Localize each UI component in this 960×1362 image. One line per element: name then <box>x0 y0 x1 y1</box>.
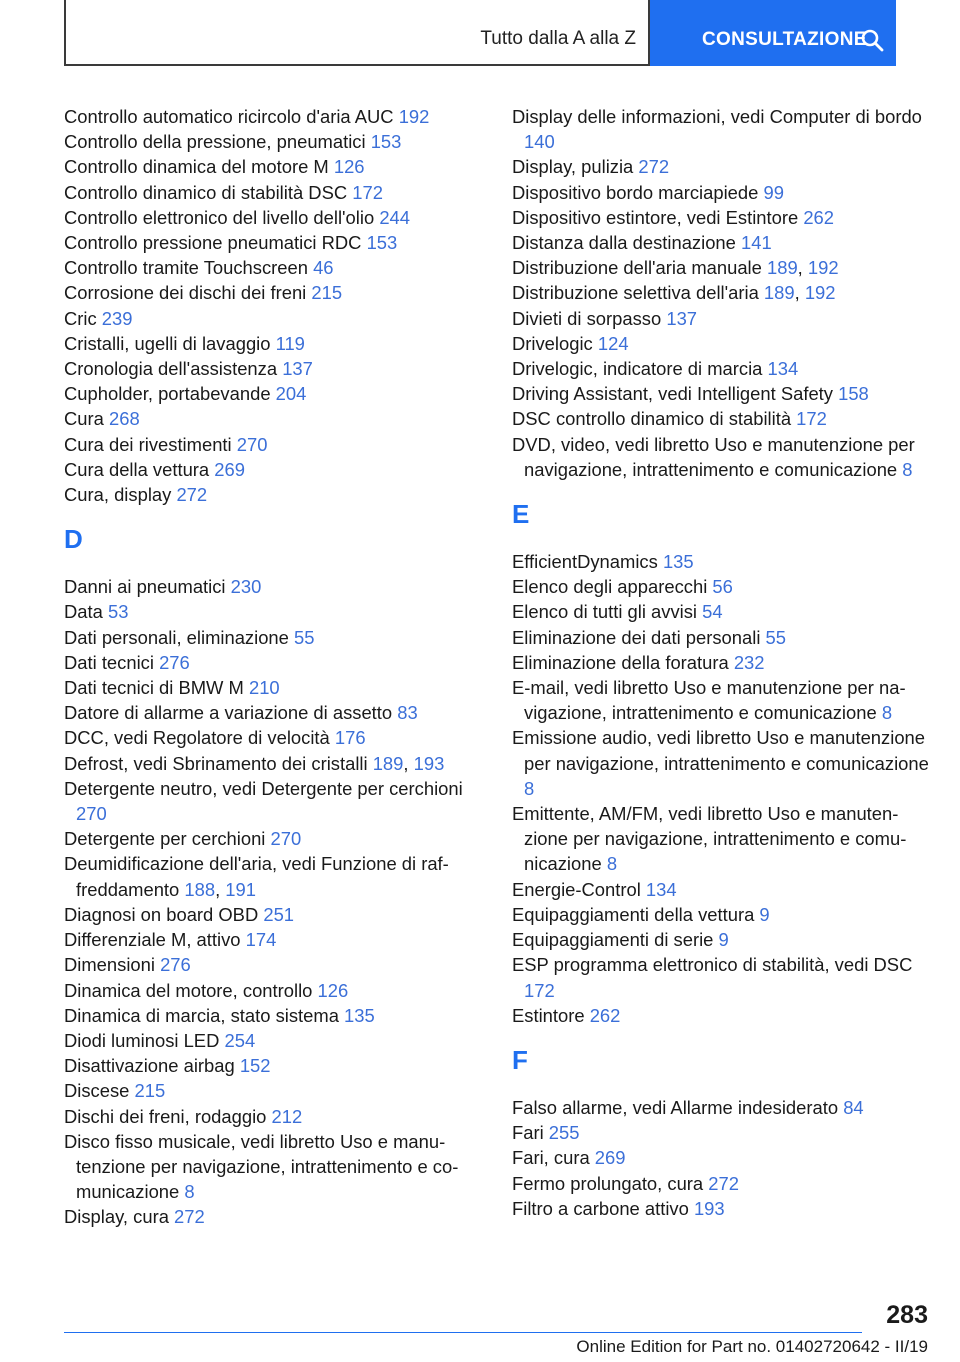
page-ref-link[interactable]: 244 <box>379 206 410 228</box>
index-entry-text: Cronologia dell'assistenza <box>64 358 283 380</box>
index-entry <box>64 826 494 851</box>
index-entry-text: Dati tecnici di BMW M <box>64 677 249 699</box>
index-entry <box>64 625 494 650</box>
index-entry <box>512 1145 932 1170</box>
index-entry <box>64 1104 494 1129</box>
index-entry-text: Cura della vettura <box>64 458 215 480</box>
index-entry-text: Filtro a carbone attivo <box>512 1197 694 1219</box>
index-entry <box>512 574 932 599</box>
page-ref-separator: , <box>215 878 226 900</box>
index-entry <box>512 927 932 952</box>
page-ref-link[interactable]: 276 <box>159 651 190 673</box>
page-ref-link[interactable]: 189 <box>372 752 404 774</box>
page-ref-link[interactable]: 272 <box>708 1172 739 1194</box>
index-entry-text: E-mail, vedi libretto Uso e manutenzione per navigazione, intrattenimento e comunicazione <box>512 677 906 724</box>
index-entry <box>64 751 494 776</box>
index-entry-text: DCC, vedi Regolatore di velocità <box>64 727 335 749</box>
page-ref-link[interactable]: 276 <box>160 954 191 976</box>
edition-note: Online Edition for Part no. 01402720642 - II/19 <box>576 1337 928 1356</box>
page-ref-link[interactable]: 251 <box>263 903 295 925</box>
index-entry-text: Cric <box>64 307 102 329</box>
index-entry <box>512 902 932 927</box>
index-entry-text: Display, cura <box>64 1206 175 1228</box>
page-ref-link[interactable]: 204 <box>275 383 307 405</box>
index-entry-text: Falso allarme, vedi Allarme indesiderato <box>512 1096 844 1118</box>
index-entry-text: Fari, cura <box>512 1147 595 1169</box>
index-entry-text: Cura <box>64 408 109 430</box>
index-entry <box>512 1171 932 1196</box>
index-entry-text: Drivelogic, indicatore di marcia <box>512 358 768 380</box>
page-ref-link[interactable]: 270 <box>76 803 107 825</box>
page-ref-link[interactable]: 135 <box>344 1004 375 1026</box>
index-entry <box>64 1028 494 1053</box>
index-entry <box>64 1053 494 1078</box>
page-ref-link[interactable]: 137 <box>282 358 313 380</box>
footer-divider <box>64 1332 862 1333</box>
index-entry <box>512 205 932 230</box>
index-entry-text: Energie-Control <box>512 878 646 900</box>
index-entry-text: Drivelogic <box>512 332 598 354</box>
index-entry-text: Controllo della pressione, pneumatici <box>64 131 371 153</box>
page-number: 283 <box>886 1301 928 1329</box>
page-ref-link[interactable]: 172 <box>352 181 383 203</box>
index-entry <box>512 1196 932 1221</box>
page-ref-separator: , <box>794 282 805 304</box>
index-entry <box>64 776 494 826</box>
page-ref-link[interactable]: 193 <box>693 1197 725 1219</box>
page-ref-link[interactable]: 176 <box>334 727 366 749</box>
index-entry <box>64 129 494 154</box>
index-entry-text: Dispositivo estintore, vedi Estintore <box>512 206 804 228</box>
index-entry <box>512 549 932 574</box>
index-entry <box>64 180 494 205</box>
index-entry-text: Controllo automatico ricircolo d'aria AUC <box>64 106 399 127</box>
page-ref-link[interactable]: 192 <box>807 257 839 279</box>
page-ref-link[interactable]: 269 <box>214 458 245 480</box>
page-ref-link[interactable]: 8 <box>606 853 618 875</box>
index-entry-text: Diagnosi on board OBD <box>64 903 264 925</box>
index-entry <box>512 280 932 305</box>
index-entry-text: Elenco degli apparecchi <box>512 576 713 598</box>
index-entry-text: Datore di allarme a variazione di assetto <box>64 702 398 724</box>
index-entry <box>64 1204 494 1229</box>
index-entry-text: Emissione audio, vedi libretto Uso e manutenzione per navigazione, intrattenimento e comunicazione <box>512 727 929 774</box>
index-entry <box>64 650 494 675</box>
index-entry <box>512 1095 932 1120</box>
index-entry <box>512 306 932 331</box>
page-ref-link[interactable]: 215 <box>311 282 343 304</box>
page-ref-link[interactable]: 210 <box>248 677 280 699</box>
index-entry <box>64 205 494 230</box>
page-ref-link[interactable]: 140 <box>524 131 555 153</box>
index-entry <box>64 978 494 1003</box>
index-entry-text: Emittente, AM/FM, vedi libretto Uso e manutenzione per navigazione, intrattenimento e comunicazione <box>512 803 907 875</box>
section-tab-consultazione[interactable] <box>650 0 896 66</box>
index-entry <box>512 331 932 356</box>
page-ref-link[interactable]: 84 <box>843 1096 864 1118</box>
index-entry <box>64 255 494 280</box>
index-entry-text: Danni ai pneumatici <box>64 576 231 598</box>
index-entry-text: Cristalli, ugelli di lavaggio <box>64 332 276 354</box>
page-ref-link[interactable]: 239 <box>101 307 133 329</box>
index-entry-text: Data <box>64 601 108 623</box>
breadcrumb: Tutto dalla A alla Z <box>480 28 636 49</box>
index-entry <box>64 381 494 406</box>
index-entry-text: Elenco di tutti gli avvisi <box>512 601 703 623</box>
index-entry <box>512 1003 932 1028</box>
index-entry-text: Distanza dalla destinazione <box>512 232 742 254</box>
index-entry-text: Controllo elettronico del livello dell'olio <box>64 206 380 228</box>
index-entry-text: Dischi dei freni, rodaggio <box>64 1105 272 1127</box>
index-entry-text: Dimensioni <box>64 954 161 976</box>
index-entry <box>512 356 932 381</box>
index-entry <box>64 851 494 901</box>
index-entry <box>64 1003 494 1028</box>
index-entry <box>512 230 932 255</box>
page-ref-link[interactable]: 8 <box>881 702 893 724</box>
index-entry <box>64 1129 494 1205</box>
page-header <box>64 0 896 66</box>
page-ref-link[interactable]: 272 <box>176 484 208 506</box>
index-entry <box>64 927 494 952</box>
index-entry-text: Defrost, vedi Sbrinamento dei cristalli <box>64 752 373 774</box>
page-ref-link[interactable]: 270 <box>270 828 302 850</box>
page-ref-link[interactable]: 189 <box>766 257 798 279</box>
index-entry-text: Disco fisso musicale, vedi libretto Uso e manutenzione per navigazione, intrattenimento e comunicazione <box>64 1130 459 1203</box>
page-ref-separator: , <box>797 257 808 279</box>
index-entry-text: Eliminazione dei dati personali <box>512 626 766 648</box>
index-entry-text: Detergente neutro, vedi Detergente per cerchioni <box>64 777 463 799</box>
page-ref-link[interactable]: 254 <box>224 1029 256 1051</box>
page-ref-link[interactable]: 188 <box>184 878 216 900</box>
index-entry-text: Discese <box>64 1080 135 1102</box>
page-ref-link[interactable]: 135 <box>662 551 694 573</box>
section-label: CONSULTAZIONE <box>702 29 867 50</box>
page-ref-link[interactable]: 270 <box>236 433 268 455</box>
index-entry <box>64 356 494 381</box>
page-ref-link[interactable]: 193 <box>413 752 445 774</box>
page-ref-link[interactable]: 124 <box>597 332 629 354</box>
index-entry <box>64 331 494 356</box>
page-ref-link[interactable]: 272 <box>174 1206 205 1228</box>
page-ref-link[interactable]: 192 <box>804 282 836 304</box>
page-ref-link[interactable]: 189 <box>763 282 795 304</box>
page-ref-link[interactable]: 55 <box>294 626 315 648</box>
index-entry-text: Disattivazione airbag <box>64 1055 240 1077</box>
index-entry-text: Dati tecnici <box>64 651 160 673</box>
index-entry-text: EfficientDynamics <box>512 551 663 573</box>
page-ref-link[interactable]: 53 <box>107 601 129 623</box>
index-column-right <box>512 104 932 1221</box>
page-ref-link[interactable]: 191 <box>225 878 256 900</box>
page-ref-link[interactable]: 8 <box>902 458 913 480</box>
index-entry <box>512 381 932 406</box>
index-entry-text: Diodi luminosi LED <box>64 1029 225 1051</box>
index-entry-text: Equipaggiamenti della vettura <box>512 903 760 925</box>
index-entry-text: Distribuzione dell'aria manuale <box>512 257 767 279</box>
index-entry <box>64 457 494 482</box>
index-entry <box>64 1078 494 1103</box>
index-entry <box>512 952 932 1002</box>
index-entry-text: Cupholder, portabevande <box>64 383 276 405</box>
index-entry-text: Differenziale M, attivo <box>64 929 246 951</box>
page-ref-link[interactable]: 232 <box>733 651 765 673</box>
index-entry-text: Deumidificazione dell'aria, vedi Funzione di raffreddamento <box>64 853 449 900</box>
index-entry-text: Controllo tramite Touchscreen <box>64 257 314 279</box>
page-ref-link[interactable]: 262 <box>803 206 835 228</box>
search-icon <box>860 28 884 52</box>
index-entry-text: Divieti di sorpasso <box>512 307 667 329</box>
index-entry <box>64 432 494 457</box>
index-entry <box>512 406 932 431</box>
index-entry <box>512 180 932 205</box>
index-entry <box>512 1120 932 1145</box>
page-ref-link[interactable]: 153 <box>370 131 402 153</box>
index-entry-text: Dinamica del motore, controllo <box>64 979 318 1001</box>
index-entry-text: Cura dei rivestimenti <box>64 433 237 455</box>
page-ref-link[interactable]: 153 <box>366 232 398 254</box>
page-ref-link[interactable]: 119 <box>275 332 305 354</box>
page-ref-link[interactable]: 9 <box>718 929 729 951</box>
index-entry <box>64 952 494 977</box>
index-entry <box>512 725 932 801</box>
page-ref-link[interactable]: 134 <box>645 878 677 900</box>
index-entry <box>64 902 494 927</box>
index-entry-text: Controllo pressione pneumatici RDC <box>64 232 367 254</box>
page-ref-link[interactable]: 262 <box>589 1004 621 1026</box>
index-entry <box>512 104 932 154</box>
page-ref-link[interactable]: 46 <box>313 257 334 279</box>
index-entry <box>512 625 932 650</box>
index-entry-text: Fermo prolungato, cura <box>512 1172 709 1194</box>
page-ref-link[interactable]: 8 <box>524 777 535 799</box>
index-entry <box>512 877 932 902</box>
index-entry <box>64 675 494 700</box>
index-entry <box>512 675 932 725</box>
page-ref-link[interactable]: 230 <box>230 576 262 598</box>
page-ref-link[interactable]: 9 <box>759 903 770 925</box>
page-ref-link[interactable]: 99 <box>763 181 784 203</box>
index-entry <box>512 154 932 179</box>
index-entry <box>64 482 494 507</box>
index-entry-text: Driving Assistant, vedi Intelligent Safety <box>512 383 839 405</box>
section-letter: F <box>512 1044 528 1075</box>
index-entry-text: DSC controllo dinamico di stabilità <box>512 408 797 430</box>
index-entry <box>64 599 494 624</box>
index-entry-text: DVD, video, vedi libretto Uso e manutenzione per navigazione, intrattenimento e comunicazione <box>512 433 915 480</box>
index-entry-text: Dispositivo bordo marciapiede <box>512 181 764 203</box>
page-ref-link[interactable]: 152 <box>239 1055 271 1077</box>
index-entry <box>64 154 494 179</box>
page-ref-link[interactable]: 54 <box>702 601 723 623</box>
page-ref-link[interactable]: 192 <box>398 106 430 127</box>
index-entry-text: Controllo dinamica del motore M <box>64 156 334 178</box>
index-entry <box>64 280 494 305</box>
index-entry <box>64 406 494 431</box>
index-entry-text: Fari <box>512 1122 549 1144</box>
index-entry <box>64 574 494 599</box>
page-ref-link[interactable]: 134 <box>767 358 799 380</box>
page-ref-link[interactable]: 172 <box>796 408 827 430</box>
index-column-left <box>64 104 494 1230</box>
index-entry-text: Eliminazione della foratura <box>512 651 734 673</box>
page-ref-link[interactable]: 83 <box>397 702 418 724</box>
breadcrumb-tab[interactable] <box>64 0 650 66</box>
index-entry <box>64 725 494 750</box>
index-entry-text: Cura, display <box>64 484 177 506</box>
page-ref-link[interactable]: 255 <box>548 1122 580 1144</box>
index-entry-text: ESP programma elettronico di stabilità, vedi DSC <box>512 954 913 976</box>
index-entry-text: Display delle informazioni, vedi Computer di bordo <box>512 106 922 127</box>
index-entry-text: Display, pulizia <box>512 156 639 178</box>
page-ref-link[interactable]: 55 <box>765 626 786 648</box>
page-ref-link[interactable]: 126 <box>333 156 365 178</box>
page-ref-link[interactable]: 269 <box>594 1147 626 1169</box>
page-ref-separator: , <box>403 752 414 774</box>
page-ref-link[interactable]: 56 <box>712 576 733 598</box>
index-entry <box>64 104 494 129</box>
index-entry <box>512 801 932 877</box>
index-entry <box>512 432 932 482</box>
index-entry <box>512 255 932 280</box>
index-entry <box>64 230 494 255</box>
section-letter: E <box>512 499 530 530</box>
page-ref-link[interactable]: 268 <box>108 408 140 430</box>
page-ref-link[interactable]: 137 <box>666 307 698 329</box>
page-ref-link[interactable]: 141 <box>741 232 772 254</box>
page-ref-link[interactable]: 158 <box>838 383 869 405</box>
page-ref-link[interactable]: 8 <box>184 1181 195 1203</box>
index-entry-text: Dinamica di marcia, stato sistema <box>64 1004 345 1026</box>
index-entry <box>64 306 494 331</box>
index-entry-text: Controllo dinamico di stabilità DSC <box>64 181 353 203</box>
index-entry-text: Dati personali, eliminazione <box>64 626 294 648</box>
index-entry-text: Distribuzione selettiva dell'aria <box>512 282 764 304</box>
page-ref-link[interactable]: 174 <box>245 929 277 951</box>
index-entry-text: Corrosione dei dischi dei freni <box>64 282 312 304</box>
index-entry-text: Equipaggiamenti di serie <box>512 929 719 951</box>
index-entry <box>64 700 494 725</box>
page-ref-link[interactable]: 126 <box>317 979 349 1001</box>
page-ref-link[interactable]: 212 <box>271 1105 303 1127</box>
index-entry-text: Detergente per cerchioni <box>64 828 271 850</box>
index-entry <box>512 599 932 624</box>
index-entry-text: Estintore <box>512 1004 590 1026</box>
index-entry <box>512 650 932 675</box>
section-letter: D <box>64 524 83 555</box>
page-ref-link[interactable]: 215 <box>134 1080 166 1102</box>
page-ref-link[interactable]: 172 <box>524 979 555 1001</box>
page-ref-link[interactable]: 272 <box>638 156 670 178</box>
